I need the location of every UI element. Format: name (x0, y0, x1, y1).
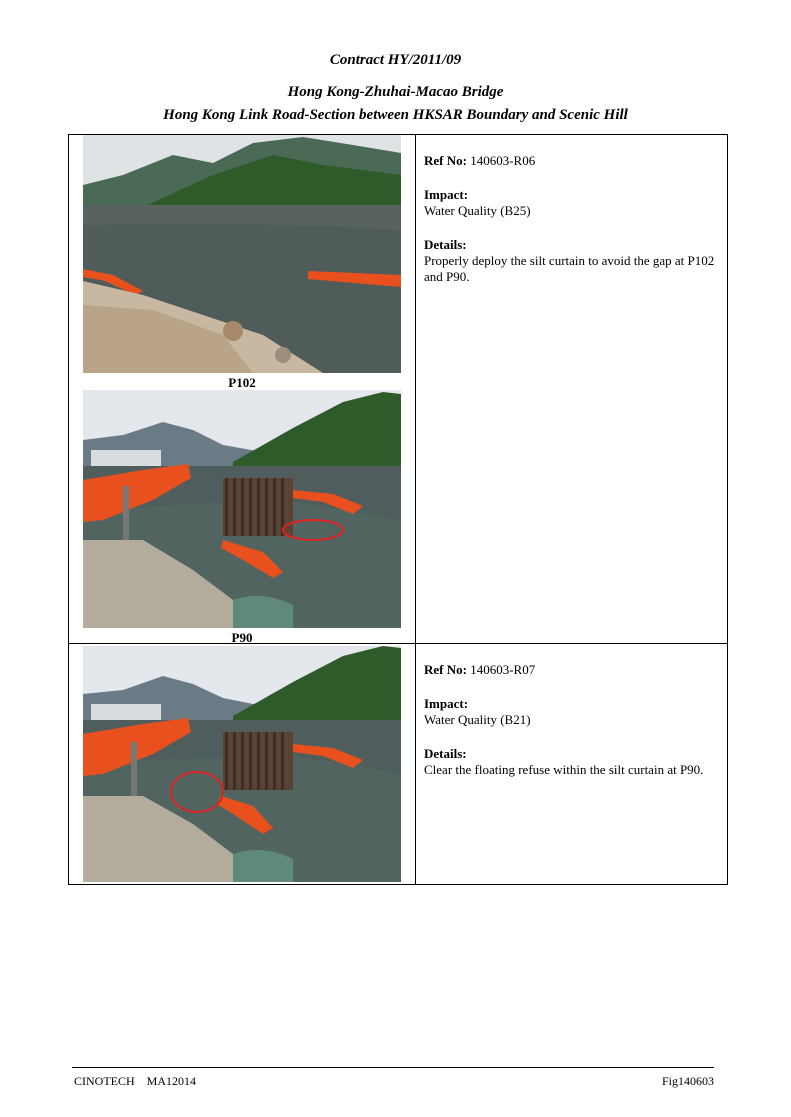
photo-cell-1 (69, 135, 416, 644)
contract-title: Contract HY/2011/09 (329, 52, 462, 68)
impact-value: Water Quality (B25) (424, 203, 531, 218)
project-title: Hong Kong-Zhuhai-Macao Bridge (287, 84, 504, 100)
ref-value: 140603-R06 (470, 153, 536, 168)
impact-label: Impact: (424, 696, 469, 711)
details-label: Details: (424, 237, 467, 252)
observation-info-1 (416, 135, 728, 644)
footer-divider (72, 1067, 714, 1068)
footer-right: Fig140603 (661, 1074, 714, 1088)
photo-caption-p102: P102 (228, 375, 256, 390)
photo-p90 (83, 390, 401, 628)
ref-label: Ref No: (424, 153, 467, 168)
details-value: Clear the floating refuse within the silt curtain at P90. (424, 762, 704, 777)
observation-row-1 (69, 135, 728, 644)
ref-value: 140603-R07 (470, 662, 536, 677)
photo-cell-2 (69, 644, 416, 885)
observation-row-2 (69, 644, 728, 885)
details-value: Properly deploy the silt curtain to avoid the gap at P102 and P90. (424, 253, 715, 284)
photo-caption-p90: P90 (231, 630, 253, 645)
ref-label: Ref No: (424, 662, 467, 677)
footer-left: CINOTECH MA12014 (74, 1074, 196, 1088)
observation-info-2 (416, 644, 728, 885)
section-title: Hong Kong Link Road-Section between HKSAR Boundary and Scenic Hill (163, 107, 628, 123)
impact-label: Impact: (424, 187, 469, 202)
details-label: Details: (424, 746, 467, 761)
observation-table (68, 134, 728, 885)
impact-value: Water Quality (B21) (424, 712, 531, 727)
photo-p90-refuse (83, 646, 401, 882)
photo-p102 (83, 135, 401, 373)
